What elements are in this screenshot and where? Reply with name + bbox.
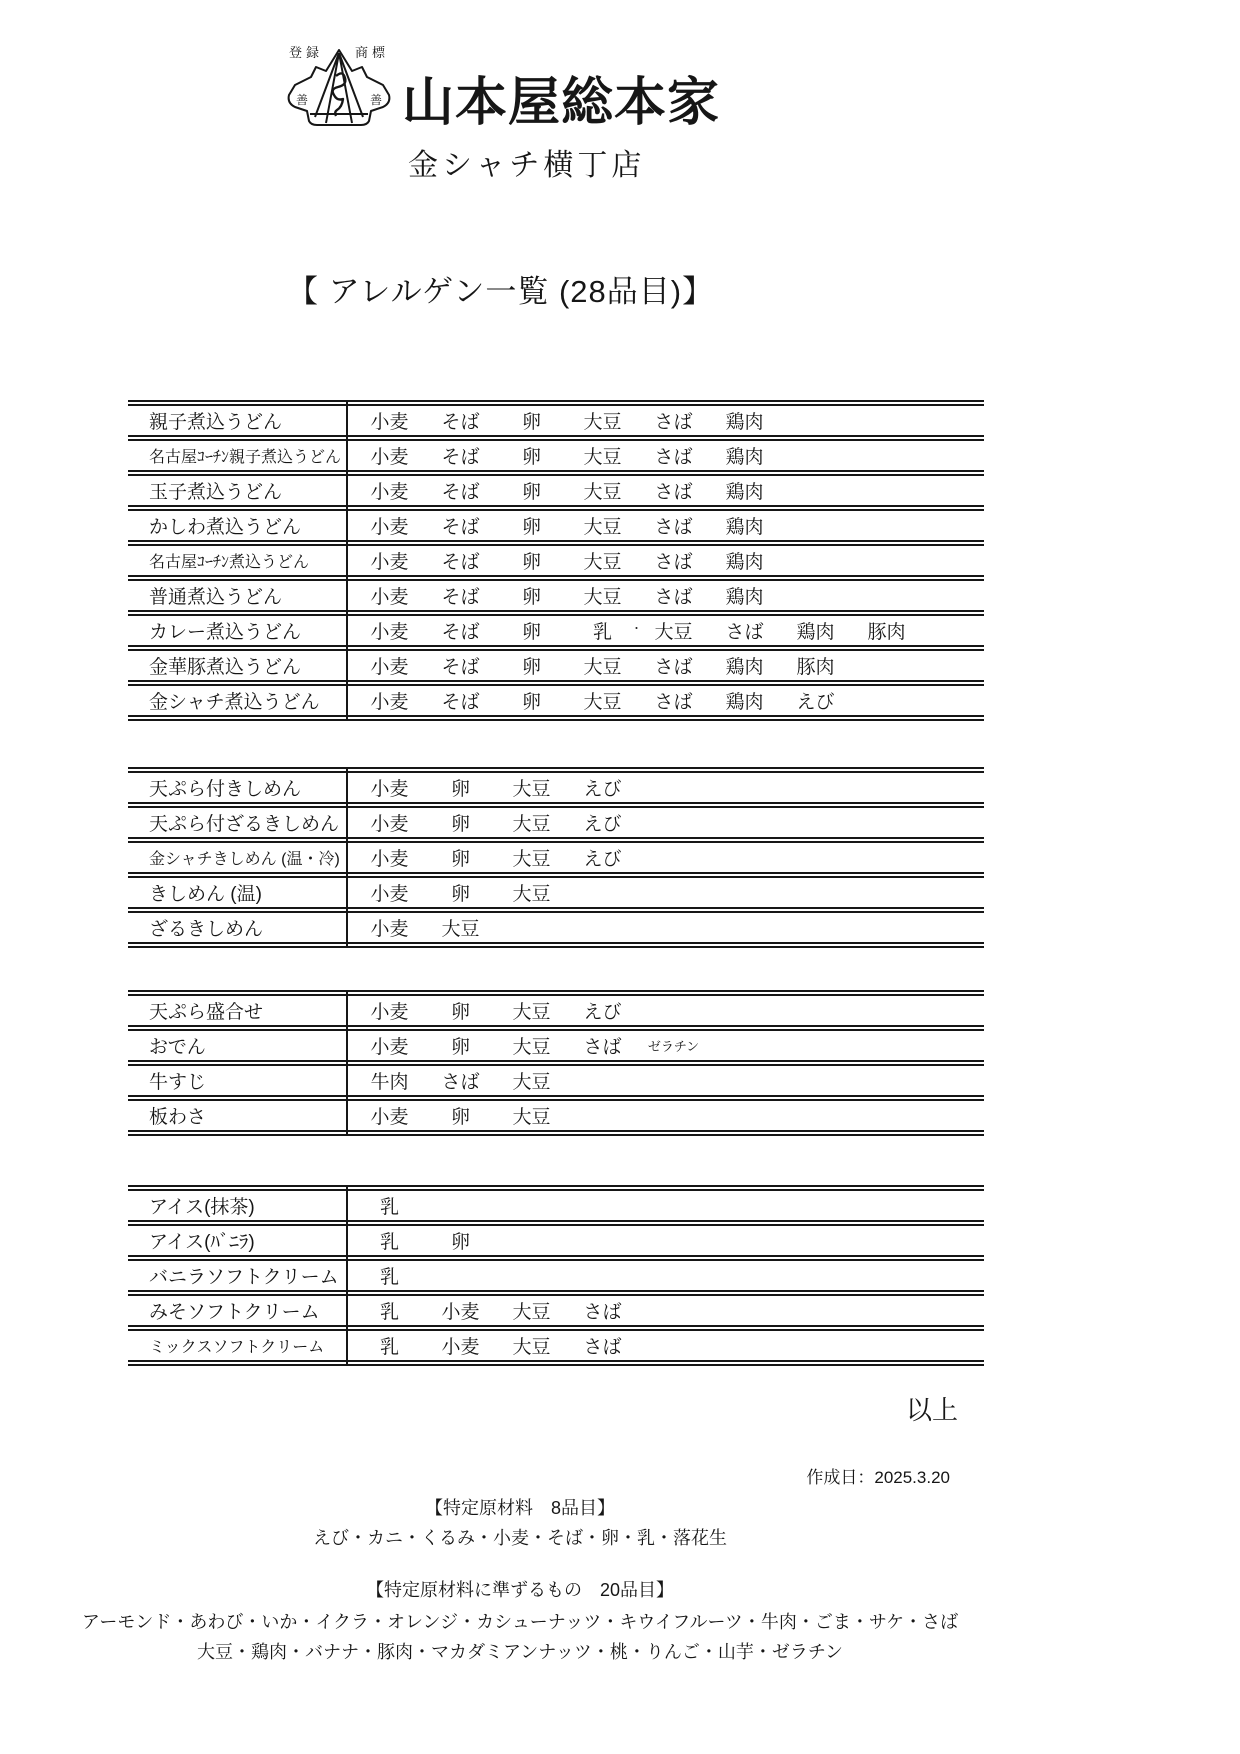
allergen-cell: 乳 (379, 1302, 399, 1323)
allergen-cell: えび (583, 814, 622, 835)
allergen-cell: 卵 (521, 552, 541, 573)
table-row (128, 509, 984, 542)
allergen-list: 小麦 そば 卵 乳 ・ 大豆 さば 鶏肉 豚肉 (346, 617, 922, 644)
menu-item-name: アイス(ﾊﾞﾆﾗ) (149, 1232, 255, 1253)
allergen-cell: 卵 (450, 814, 470, 835)
allergen-cell: 鶏肉 (725, 412, 764, 433)
registered-trademark-left: 登録 (289, 45, 324, 60)
allergen-cell: 卵 (521, 692, 541, 713)
allergen-cell: 小麦 (370, 517, 409, 538)
table-row (128, 771, 984, 804)
menu-item-name: 名古屋ｺｰﾁﾝ親子煮込うどん (149, 449, 342, 466)
allergen-list (346, 512, 780, 539)
allergen-cell: 鶏肉 (725, 657, 764, 678)
allergen-cell: さば (583, 1337, 622, 1358)
specified-ingredients-list: えび・カニ・くるみ・小麦・そば・卵・乳・落花生 (313, 1528, 727, 1548)
allergen-list (346, 582, 780, 609)
allergen-cell: 小麦 (370, 779, 409, 800)
allergen-cell: ゼラチン (647, 1039, 700, 1054)
menu-item-name: 普通煮込うどん (149, 587, 283, 608)
menu-item-name: 天ぷら付ざるきしめん (149, 814, 340, 835)
table-row (128, 684, 984, 717)
menu-item-name: 金華豚煮込うどん (149, 657, 302, 678)
allergen-cell: 小麦 (370, 692, 409, 713)
allergen-cell: さば (583, 1037, 622, 1058)
menu-item-name: 金シャチ煮込うどん (149, 692, 320, 713)
table-row (128, 439, 984, 472)
allergen-cell: 鶏肉 (796, 622, 835, 643)
crest-char-right: 善 (370, 93, 383, 107)
allergen-cell: そば (441, 412, 480, 433)
allergen-cell: 大豆 (583, 517, 622, 538)
allergen-cell: 大豆 (583, 447, 622, 468)
allergen-cell: さば (441, 1072, 480, 1093)
allergen-cell: 小麦 (370, 1107, 409, 1128)
table-row (128, 1099, 984, 1132)
allergen-cell: 卵 (521, 657, 541, 678)
registered-trademark-right: 商標 (355, 45, 390, 60)
allergen-cell: 豚肉 (796, 657, 835, 678)
allergen-cell: さば (654, 692, 693, 713)
allergen-cell: 卵 (450, 1002, 470, 1023)
allergen-list (346, 914, 496, 941)
crest-char-left: 善 (296, 93, 309, 107)
allergen-cell: さば (725, 622, 764, 643)
allergen-list (346, 1032, 709, 1059)
allergen-cell: えび (583, 849, 622, 870)
allergen-cell: 大豆 (512, 1337, 551, 1358)
allergen-list (346, 1192, 425, 1219)
allergen-list (346, 774, 638, 801)
menu-item-name: 板わさ (149, 1107, 207, 1128)
allergen-cell: 卵 (521, 482, 541, 503)
menu-item-name: 名古屋ｺｰﾁﾝ煮込うどん (149, 554, 310, 571)
table-row (128, 474, 984, 507)
allergen-table-2 (128, 767, 984, 948)
allergen-list (346, 477, 780, 504)
allergen-cell: さば (654, 587, 693, 608)
table-row (128, 1064, 984, 1097)
allergen-cell: 小麦 (370, 657, 409, 678)
allergen-cell: 大豆 (512, 849, 551, 870)
menu-item-name: カレー煮込うどん (149, 622, 302, 643)
menu-item-name: 金シャチきしめん (温・冷) (149, 851, 340, 868)
specified-ingredients-header: 【特定原材料 8品目】 (424, 1498, 615, 1518)
menu-item-name: 天ぷら盛合せ (149, 1002, 264, 1023)
allergen-list (346, 1227, 496, 1254)
allergen-cell: 小麦 (370, 447, 409, 468)
allergen-cell: 卵 (450, 779, 470, 800)
allergen-cell: そば (441, 657, 480, 678)
allergen-cell: 乳 (592, 622, 612, 643)
allergen-cell: 乳 (379, 1337, 399, 1358)
brand-crest-icon (283, 44, 395, 140)
table-row (128, 911, 984, 944)
allergen-list (346, 1067, 567, 1094)
allergen-cell: 大豆 (583, 692, 622, 713)
allergen-cell: 小麦 (370, 849, 409, 870)
allergen-cell: 大豆 (654, 622, 693, 643)
created-date: 作成日：2025.3.20 (806, 1468, 950, 1487)
allergen-list (346, 652, 851, 679)
allergen-cell: 大豆 (512, 1107, 551, 1128)
allergen-cell: 鶏肉 (725, 482, 764, 503)
allergen-cell: そば (441, 552, 480, 573)
menu-item-name: ざるきしめん (149, 919, 264, 940)
menu-item-name: おでん (149, 1037, 206, 1058)
allergen-list (346, 997, 638, 1024)
table-row (128, 614, 984, 647)
allergen-cell: 小麦 (370, 814, 409, 835)
allergen-cell: 小麦 (370, 412, 409, 433)
table-row (128, 1329, 984, 1362)
allergen-list (346, 844, 638, 871)
menu-item-name: みそソフトクリーム (149, 1302, 320, 1323)
allergen-cell: 大豆 (583, 412, 622, 433)
allergen-table-1 (128, 400, 984, 721)
allergen-cell: 牛肉 (370, 1072, 409, 1093)
allergen-cell: そば (441, 622, 480, 643)
allergen-cell: そば (441, 587, 480, 608)
allergen-cell: 卵 (450, 1037, 470, 1058)
allergen-list (346, 547, 780, 574)
allergen-cell: 小麦 (370, 1037, 409, 1058)
allergen-cell: 鶏肉 (725, 517, 764, 538)
allergen-cell: 乳 (379, 1232, 399, 1253)
menu-item-name: 親子煮込うどん (149, 412, 283, 433)
allergen-list (346, 1332, 638, 1359)
allergen-cell: 鶏肉 (725, 447, 764, 468)
table-row (128, 1029, 984, 1062)
allergen-cell: 小麦 (370, 919, 409, 940)
allergen-list (346, 809, 638, 836)
table-row (128, 579, 984, 612)
allergen-cell: 大豆 (441, 919, 480, 940)
allergen-cell: 小麦 (441, 1302, 480, 1323)
menu-item-name: きしめん (温) (149, 884, 262, 905)
allergen-cell: 鶏肉 (725, 552, 764, 573)
allergen-cell: 小麦 (370, 1002, 409, 1023)
allergen-table-4 (128, 1185, 984, 1366)
allergen-cell: 卵 (521, 622, 541, 643)
menu-item-name: アイス(抹茶) (149, 1197, 255, 1218)
allergen-cell: 卵 (521, 517, 541, 538)
allergen-cell: 大豆 (512, 1072, 551, 1093)
table-row (128, 994, 984, 1027)
allergen-cell: 大豆 (512, 884, 551, 905)
allergen-cell: 大豆 (512, 1002, 551, 1023)
allergen-cell: 大豆 (583, 482, 622, 503)
allergen-cell: 卵 (450, 849, 470, 870)
allergen-list (346, 407, 780, 434)
allergen-cell: さば (583, 1302, 622, 1323)
quasi-ingredients-line2: 大豆・鶏肉・バナナ・豚肉・マカダミアンナッツ・桃・りんご・山芋・ゼラチン (196, 1642, 844, 1662)
table-row (128, 649, 984, 682)
menu-item-name: バニラソフトクリーム (149, 1267, 339, 1288)
menu-item-name: 天ぷら付きしめん (149, 779, 302, 800)
allergen-cell: 大豆 (512, 1037, 551, 1058)
table-row (128, 544, 984, 577)
allergen-list (346, 1262, 425, 1289)
allergen-cell: えび (583, 1002, 622, 1023)
allergen-cell: 卵 (521, 587, 541, 608)
allergen-list (346, 442, 780, 469)
allergen-cell: そば (441, 517, 480, 538)
allergen-cell: 鶏肉 (725, 692, 764, 713)
menu-item-name: 牛すじ (149, 1072, 207, 1093)
allergen-cell: さば (654, 482, 693, 503)
allergen-cell: 卵 (450, 1232, 470, 1253)
quasi-ingredients-header: 【特定原材料に準ずるもの 20品目】 (365, 1580, 675, 1600)
allergen-cell: えび (583, 779, 622, 800)
allergen-cell: 小麦 (370, 552, 409, 573)
store-name: 金シャチ横丁店 (408, 149, 646, 182)
allergen-cell: 大豆 (583, 552, 622, 573)
allergen-cell: 卵 (450, 1107, 470, 1128)
allergen-list (346, 687, 851, 714)
table-row (128, 404, 984, 437)
allergen-cell: 卵 (450, 884, 470, 905)
table-row (128, 806, 984, 839)
allergen-cell: さば (654, 517, 693, 538)
allergen-cell: 小麦 (370, 482, 409, 503)
allergen-cell: 小麦 (370, 622, 409, 643)
brand-name: 山本屋総本家 (402, 72, 721, 133)
table-row (128, 876, 984, 909)
allergen-cell: 大豆 (583, 587, 622, 608)
menu-item-name: かしわ煮込うどん (149, 517, 302, 538)
allergen-cell: さば (654, 552, 693, 573)
table-row (128, 1259, 984, 1292)
allergen-cell: 大豆 (512, 779, 551, 800)
allergen-list (346, 1297, 638, 1324)
allergen-cell: 卵 (521, 447, 541, 468)
table-row (128, 1189, 984, 1222)
allergen-cell: えび (796, 692, 835, 713)
allergen-list (346, 1102, 567, 1129)
allergen-cell: 卵 (521, 412, 541, 433)
allergen-table-3 (128, 990, 984, 1136)
allergen-cell: そば (441, 447, 480, 468)
crest-fold-lines (310, 53, 368, 123)
allergen-cell: 小麦 (370, 587, 409, 608)
allergen-cell: 乳 (379, 1197, 399, 1218)
allergen-cell: さば (654, 657, 693, 678)
allergen-cell: 乳 (379, 1267, 399, 1288)
allergen-cell: そば (441, 482, 480, 503)
allergen-cell: 小麦 (441, 1337, 480, 1358)
table-row (128, 1224, 984, 1257)
allergen-cell: さば (654, 412, 693, 433)
closing-text: 以上 (905, 1395, 958, 1425)
menu-item-name: 玉子煮込うどん (149, 482, 283, 503)
allergen-cell: 鶏肉 (725, 587, 764, 608)
menu-item-name: ミックスソフトクリーム (149, 1339, 325, 1356)
allergen-list (346, 879, 567, 906)
allergen-cell: 豚肉 (867, 622, 906, 643)
allergen-cell: さば (654, 447, 693, 468)
allergen-cell: 大豆 (512, 1302, 551, 1323)
table-row (128, 1294, 984, 1327)
allergen-cell: そば (441, 692, 480, 713)
allergen-cell: 大豆 (583, 657, 622, 678)
allergen-cell: 小麦 (370, 884, 409, 905)
page-title: 【 アレルゲン一覧 (28品目)】 (287, 274, 715, 309)
allergen-cell: 大豆 (512, 814, 551, 835)
table-row (128, 841, 984, 874)
quasi-ingredients-line1: アーモンド・あわび・いか・イクラ・オレンジ・カシューナッツ・キウイフルーツ・牛肉・ごま・サケ・さば (81, 1612, 959, 1632)
